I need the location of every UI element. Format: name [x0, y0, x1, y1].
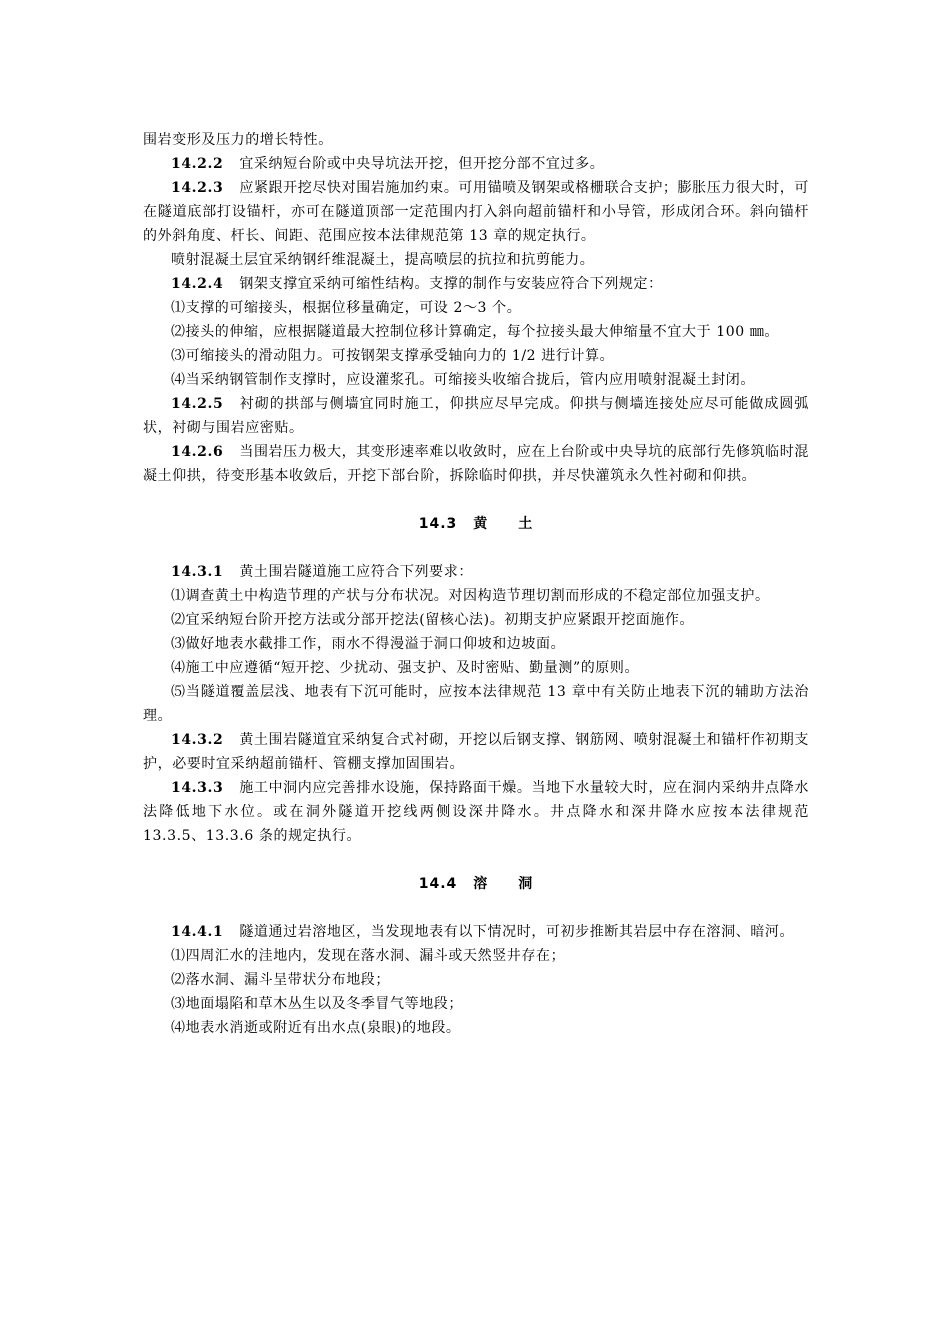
clause-text: 黄土围岩隧道施工应符合下列要求：	[239, 564, 473, 580]
clause-number: 14.3.3	[171, 780, 224, 796]
body-text	[143, 128, 809, 1040]
clause-number: 14.2.2	[171, 156, 224, 172]
section-heading	[143, 872, 809, 896]
paragraph: ⑵落水洞、漏斗呈带状分布地段；	[171, 972, 390, 988]
clause-number: 14.2.4	[171, 276, 224, 292]
paragraph: ⑶可缩接头的滑动阻力。可按钢架支撑承受轴向力的 1/2 进行计算。	[171, 348, 615, 364]
clause-number: 14.4.1	[171, 924, 224, 940]
clause-paragraph	[143, 392, 809, 440]
clause-paragraph	[143, 272, 809, 296]
paragraph: ⑷施工中应遵循“短开挖、少扰动、强支护、及时密贴、勤量测”的原则。	[171, 660, 640, 676]
paragraph: ⑴调查黄土中构造节理的产状与分布状况。对因构造节理切割而形成的不稳定部位加强支护。	[171, 588, 770, 604]
clause-text: 应紧跟开挖尽快对围岩施加约束。可用锚喷及钢架或格栅联合支护；膨胀压力很大时，可在隧道底部打设锚杆，亦可在隧道顶部一定范围内打入斜向超前锚杆和小导管，形成闭合环。斜向锚杆的外斜角度、杆长、间距、范围应按本法律规范第 13 章的规定执行。	[143, 180, 809, 244]
clause-text: 黄土围岩隧道宜采纳复合式衬砌，开挖以后钢支撑、钢筋网、喷射混凝土和锚杆作初期支护，必要时宜采纳超前锚杆、管棚支撑加固围岩。	[143, 732, 809, 772]
clause-number: 14.2.5	[171, 396, 224, 412]
clause-paragraph	[143, 560, 809, 584]
clause-text: 隧道通过岩溶地区，当发现地表有以下情况时，可初步推断其岩层中存在溶洞、暗河。	[239, 924, 795, 940]
clause-number: 14.2.6	[171, 444, 224, 460]
clause-paragraph	[143, 920, 809, 944]
clause-text: 宜采纳短台阶或中央导坑法开挖，但开挖分部不宜过多。	[239, 156, 605, 172]
paragraph: 喷射混凝土层宜采纳钢纤维混凝土，提高喷层的抗拉和抗剪能力。	[171, 252, 595, 268]
clause-number: 14.3.1	[171, 564, 224, 580]
clause-paragraph	[143, 776, 809, 848]
paragraph: ⑵宜采纳短台阶开挖方法或分部开挖法(留核心法)。初期支护应紧跟开挖面施作。	[171, 612, 695, 628]
paragraph-continuation: 围岩变形及压力的增长特性。	[143, 132, 333, 148]
paragraph: ⑶做好地表水截排工作，雨水不得漫溢于洞口仰坡和边坡面。	[171, 636, 566, 652]
paragraph: ⑴支撑的可缩接头，根据位移量确定，可设 2～3 个。	[171, 300, 522, 316]
section-number: 14.3	[418, 516, 458, 532]
clause-text: 钢架支撑宜采纳可缩性结构。支撑的制作与安装应符合下列规定：	[239, 276, 663, 292]
clause-text: 施工中洞内应完善排水设施，保持路面干燥。当地下水量较大时，应在洞内采纳井点降水法降低地下水位。或在洞外隧道开挖线两侧设深井降水。井点降水和深井降水应按本法律规范 13.3.5、13.3.6 条的规定执行。	[143, 780, 809, 844]
clause-paragraph	[143, 440, 809, 488]
paragraph: ⑵接头的伸缩，应根据隧道最大控制位移计算确定，每个拉接头最大伸缩量不宜大于 100 ㎜。	[171, 324, 780, 340]
paragraph: ⑷当采纳钢管制作支撑时，应设灌浆孔。可缩接头收缩合拢后，管内应用喷射混凝土封闭。	[171, 372, 755, 388]
clause-paragraph	[143, 728, 809, 776]
section-number: 14.4	[418, 876, 458, 892]
paragraph: ⑴四周汇水的洼地内，发现在落水洞、漏斗或天然竖井存在；	[171, 948, 566, 964]
section-title: 溶 洞	[473, 876, 534, 892]
paragraph: ⑶地面塌陷和草木丛生以及冬季冒气等地段；	[171, 996, 463, 1012]
section-heading	[143, 512, 809, 536]
section-title: 黄 土	[473, 516, 534, 532]
clause-text: 衬砌的拱部与侧墙宜同时施工，仰拱应尽早完成。仰拱与侧墙连接处应尽可能做成圆弧状，衬砌与围岩应密贴。	[143, 396, 809, 436]
paragraph: ⑷地表水消逝或附近有出水点(泉眼)的地段。	[171, 1020, 461, 1036]
clause-paragraph	[143, 152, 809, 176]
clause-number: 14.2.3	[171, 180, 224, 196]
paragraph: ⑸当隧道覆盖层浅、地表有下沉可能时，应按本法律规范 13 章中有关防止地表下沉的辅助方法治理。	[143, 684, 809, 724]
clause-text: 当围岩压力极大，其变形速率难以收敛时，应在上台阶或中央导坑的底部行先修筑临时混凝土仰拱，待变形基本收敛后，开挖下部台阶，拆除临时仰拱，并尽快灌筑永久性衬砌和仰拱。	[143, 444, 809, 484]
clause-paragraph	[143, 176, 809, 248]
clause-number: 14.3.2	[171, 732, 224, 748]
